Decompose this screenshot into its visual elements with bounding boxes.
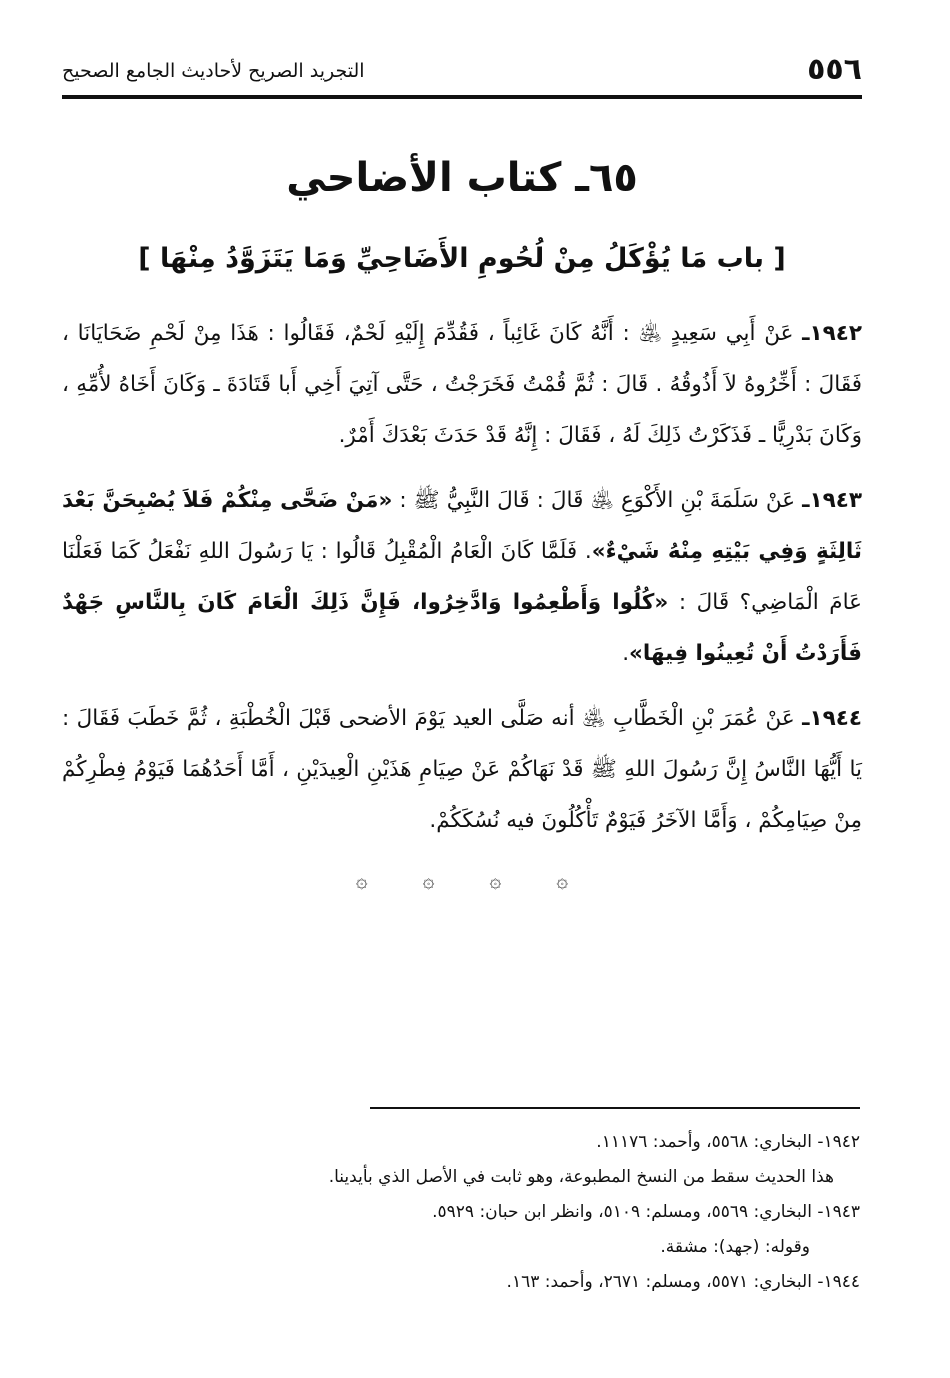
chapter-heading: [ باب مَا يُؤْكَلُ مِنْ لُحُومِ الأَضَاحِيِّ وَمَا يَتَزَوَّدُ مِنْهَا ] — [138, 243, 786, 274]
book-title: ٦٥ـ كتاب الأضاحي — [286, 155, 638, 201]
footnote-1943: ١٩٤٣- البخاري: ٥٥٦٩، ومسلم: ٥١٠٩، وانظر ابن حبان: ٥٩٢٩. — [432, 1202, 860, 1222]
section-ornaments — [62, 868, 862, 892]
footnotes — [62, 1125, 860, 1300]
footnote-note: هذا الحديث سقط من النسخ المطبوعة، وهو ثابت في الأصل الذي بأيدينا. — [328, 1167, 834, 1187]
running-title: التجريد الصريح لأحاديث الجامع الصحيح — [62, 60, 365, 82]
footnote-1944: ١٩٤٤- البخاري: ٥٥٧١، ومسلم: ٢٦٧١، وأحمد: ١٦٣. — [506, 1272, 860, 1292]
page-number: ٥٥٦ — [807, 52, 862, 87]
ornament-icon: ۞ — [422, 868, 435, 892]
hadith-number: ١٩٤٢ـ — [802, 321, 862, 346]
ornament-icon: ۞ — [489, 868, 502, 892]
footnote-rule — [370, 1107, 860, 1109]
hadith-number: ١٩٤٤ـ — [802, 706, 862, 731]
hadith-1944 — [62, 693, 862, 846]
hadith-text: عَنْ عُمَرَ بْنِ الْخَطَّابِ ﵁ أنه صَلَّى العيد يَوْمَ الأضحى قَبْلَ الْخُطْبَةِ ، ثُمَّ خَطَبَ فَقَالَ : يَا أَيُّهَا النَّاسُ إِنَّ رَسُولَ اللهِ ﷺ قَدْ نَهَاكُمْ عَنْ صِيَامِ هَذَيْنِ الْعِيدَيْنِ ، أَمَّا أَحَدُهُمَا فَيَوْمُ فِطْرِكُمْ مِنْ صِيَامِكُمْ ، وَأَمَّا الآخَرُ فَيَوْمٌ تَأْكُلُونَ فيه نُسُكَكُمْ. — [62, 706, 862, 833]
prophet-quote: «كُلُوا وَأَطْعِمُوا وَادَّخِرُوا، فَإِنَّ ذَلِكَ الْعَامَ كَانَ بِالنَّاسِ جَهْدٌ فَأَرَدْتُ أَنْ تُعِينُوا فِيهَا» — [62, 590, 862, 666]
hadith-1943 — [62, 475, 862, 679]
hadith-1942 — [62, 308, 862, 461]
hadith-number: ١٩٤٣ـ — [802, 488, 862, 513]
hadith-end: . — [622, 641, 630, 666]
page-header — [62, 48, 862, 92]
footnote-1942: ١٩٤٢- البخاري: ٥٥٦٨، وأحمد: ١١١٧٦. — [596, 1132, 860, 1152]
prophet-quote: «مَنْ ضَحَّى مِنْكُمْ فَلاَ يُصْبِحَنَّ بَعْدَ ثَالِثَةٍ وَفِي بَيْتِهِ مِنْهُ شَيْءٌ» — [62, 488, 862, 564]
header-rule — [62, 95, 862, 99]
hadith-text: عَنْ أَبِي سَعِيدٍ ﵁ : أَنَّهُ كَانَ غَائِباً ، فَقُدِّمَ إِلَيْهِ لَحْمٌ، فَقَالُوا : هَذَا مِنْ لَحْمِ ضَحَايَانَا ، فَقَالَ : أَخِّرُوهُ لاَ أَذُوقُهُ . قَالَ : ثُمَّ قُمْتُ فَخَرَجْتُ ، حَتَّى آتِيَ أَخِي أَبا قَتَادَةَ ـ وَكَانَ أَخَاهُ لأُمِّهِ ، وَكَانَ بَدْرِيًّا ـ فَذَكَرْتُ ذَلِكَ لَهُ ، فَقَالَ : إِنَّهُ قَدْ حَدَثَ بَعْدَكَ أَمْرٌ. — [62, 321, 862, 448]
ornament-icon: ۞ — [556, 868, 569, 892]
footnote-note: وقوله: (جهد): مشقة. — [660, 1237, 810, 1257]
hadith-intro: عَنْ سَلَمَةَ بْنِ الأَكْوَعِ ﵁ قَالَ : قَالَ النَّبِيُّ ﷺ : — [399, 488, 796, 513]
body-text — [62, 308, 862, 860]
hadith-middle: . فَلَمَّا كَانَ الْعَامُ الْمُقْبِلُ قَالُوا : يَا رَسُولَ اللهِ نَفْعَلُ كَمَا فَعَلْنَا عَامَ الْمَاضِي؟ قَالَ : — [62, 539, 862, 615]
ornament-icon: ۞ — [355, 868, 368, 892]
